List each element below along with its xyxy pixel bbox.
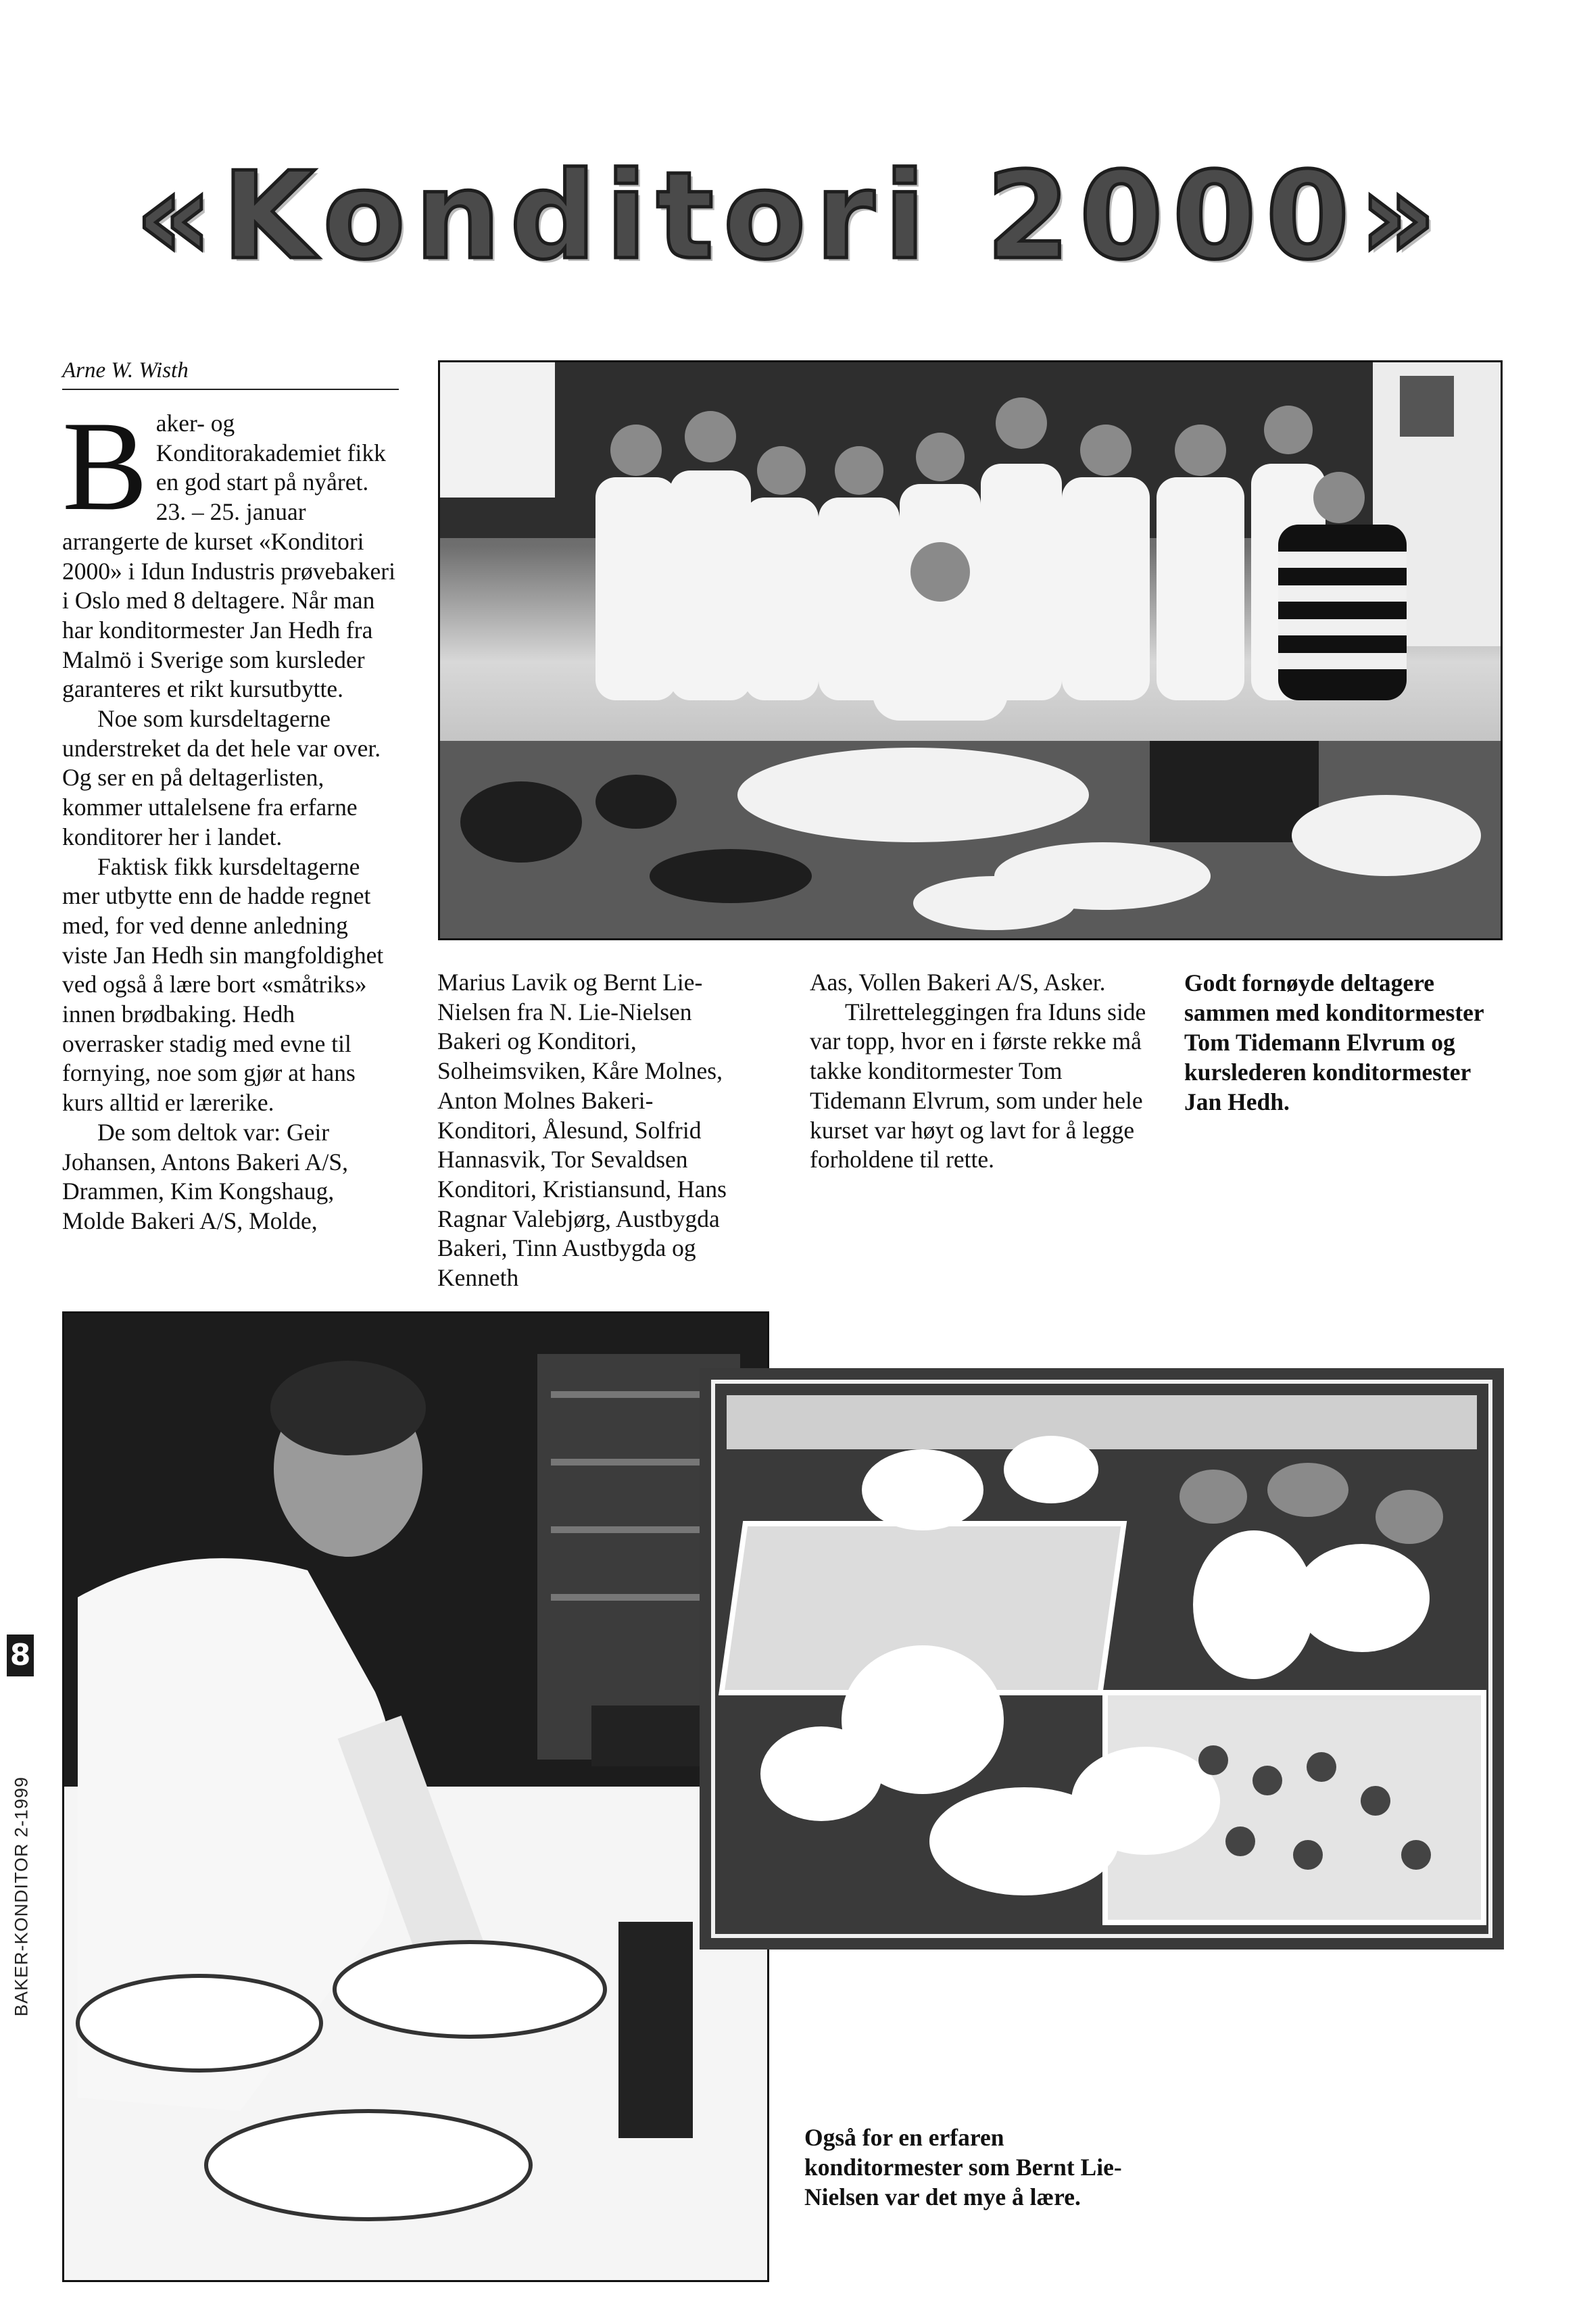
paragraph-4: De som deltok var: Geir Johansen, Antons Bakeri A/S, Drammen, Kim Kongshaug, Molde Bakeri A/S, Molde, xyxy=(62,1118,349,1234)
group-photo xyxy=(438,360,1503,940)
drop-cap: B xyxy=(62,395,148,537)
paragraph-2: Noe som kursdeltagerne understreket da det hele var over. Og ser en på deltagerlisten, kommer uttalelsene fra erfarne konditorer her i landet. xyxy=(62,705,381,850)
paragraph-3: Faktisk fikk kursdeltagerne mer utbytte enn de hadde regnet med, for ved denne anledning viste Jan Hedh sin mangfoldighet ved også å lære bort «småtriks» innen brødbaking. Hedh overrasker stadig med evne til fornying, noe som gjør at hans kurs alltid er lærerike. xyxy=(62,852,384,1117)
page-number: 8 xyxy=(7,1635,34,1676)
text-column-1 xyxy=(62,395,399,1236)
group-photo-caption: Godt fornøyde deltagere sammen med konditormester Tom Tidemann Elvrum og kurslederen konditormester Jan Hedh. xyxy=(1184,969,1484,1115)
baked-goods-illustration xyxy=(700,1368,1504,1950)
chef-photo-caption: Også for en erfaren konditormester som Bernt Lie-Nielsen var det mye å lære. xyxy=(804,2124,1122,2210)
text-column-2 xyxy=(437,968,752,1293)
thanks-paragraph: Tilretteleggingen fra Iduns side var topp, hvor en i første rekke må takke konditormester Tom Tidemann Elvrum, som under hele kurset var høyt og lavt for å legge forholdene til rette. xyxy=(810,998,1146,1173)
running-head: BAKER-KONDITOR 2-1999 xyxy=(11,1776,32,2017)
text-column-3 xyxy=(810,968,1151,1175)
baked-goods-photo xyxy=(700,1368,1504,1950)
byline: Arne W. Wisth xyxy=(62,358,399,390)
paragraph-1 xyxy=(62,395,399,704)
participants-continued: Marius Lavik og Bernt Lie-Nielsen fra N. Lie-Nielsen Bakeri og Konditori, Solheimsviken, Kåre Molnes, Anton Molnes Bakeri-Konditori, Ålesund, Solfrid Hannasvik, Tor Sevaldsen Konditori, Kristiansund, Hans Ragnar Valebjørg, Austbygda Bakeri, Tinn Austbygda og Kenneth xyxy=(437,969,727,1292)
chef-photo-illustration xyxy=(64,1313,767,2280)
article-title: «Konditori 2000» xyxy=(135,146,1446,286)
participants-end: Aas, Vollen Bakeri A/S, Asker. xyxy=(810,969,1106,996)
group-photo-illustration xyxy=(440,362,1501,938)
chef-photo xyxy=(62,1311,769,2282)
paragraph-1-text: aker- og Konditorakademiet fikk en god start på nyåret. 23. – 25. januar arrangerte de kurset «Konditori 2000» i Idun Industris prøvebakeri i Oslo med 8 deltagere. Når man har konditormester Jan Hedh fra Malmö i Sverige som kursleder garanteres et rikt kursutbytte. xyxy=(62,410,395,703)
